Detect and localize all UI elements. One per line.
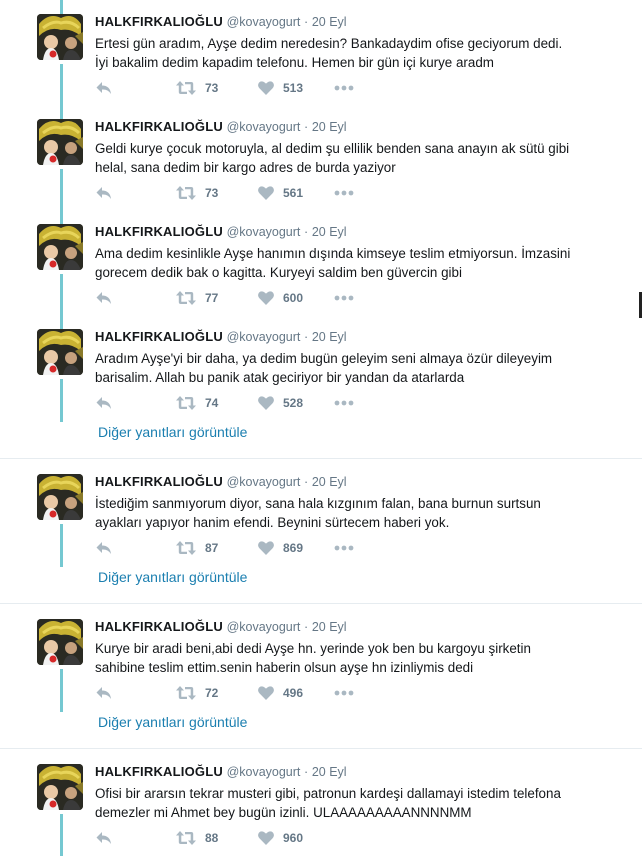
heart-icon: [257, 684, 275, 702]
more-dots-icon: [333, 684, 355, 702]
reply-icon: [95, 684, 113, 702]
timestamp[interactable]: 20 Eyl: [311, 120, 347, 134]
reply-button[interactable]: [95, 684, 113, 702]
reply-icon: [95, 829, 113, 847]
retweet-count: 74: [205, 396, 219, 410]
tweet-actions: [95, 79, 395, 97]
more-dots-icon: [333, 289, 355, 307]
tweet-text: [95, 349, 615, 387]
tweet-text-line: ayakları yapıyor hanim efendi. Beynini sürtecem haberi yok.: [95, 515, 450, 530]
retweet-count: 77: [205, 291, 219, 305]
heart-icon: [257, 829, 275, 847]
show-more-replies-link[interactable]: Diğer yanıtları görüntüle: [98, 424, 248, 440]
timestamp[interactable]: 20 Eyl: [311, 330, 347, 344]
reply-button[interactable]: [95, 539, 113, 557]
timestamp[interactable]: 20 Eyl: [311, 475, 347, 489]
tweet-header: [95, 764, 347, 780]
tweet-text-line: barisalim. Allah bu panik atak geciriyor bir yandan da atarlarda: [95, 370, 465, 385]
section-divider: [0, 458, 642, 459]
avatar[interactable]: [37, 14, 83, 60]
tweet-text-line: Geldi kurye çocuk motoruyla, al dedim şu ellilik benden sana anayın ak sütü gibi: [95, 141, 570, 156]
tweet-actions: [95, 289, 395, 307]
like-count: 869: [283, 541, 304, 555]
reply-button[interactable]: [95, 184, 113, 202]
avatar[interactable]: [37, 764, 83, 810]
timestamp[interactable]: 20 Eyl: [311, 620, 347, 634]
retweet-count: 72: [205, 686, 219, 700]
tweet-text-line: Ama dedim kesinlikle Ayşe hanımın dışında kimseye teslim etmiyorsun. İmzasini: [95, 246, 571, 261]
like-button[interactable]: [257, 79, 303, 97]
separator-dot: ·: [304, 475, 309, 489]
tweet-text-line: Kurye bir aradi beni,abi dedi Ayşe hn. yerinde yok ben bu kargoyu şirketin: [95, 641, 531, 656]
separator-dot: ·: [304, 330, 309, 344]
author-name[interactable]: HALKFIRKALIOĞLU: [95, 764, 223, 779]
reply-icon: [95, 184, 113, 202]
like-button[interactable]: [257, 184, 303, 202]
retweet-count: 73: [205, 186, 219, 200]
reply-icon: [95, 289, 113, 307]
reply-icon: [95, 79, 113, 97]
reply-icon: [95, 394, 113, 412]
tweet-text: [95, 244, 615, 282]
tweet-text: [95, 639, 615, 677]
tweet-text-line: Aradım Ayşe'yi bir daha, ya dedim bugün geleyim seni almaya özür dileyeyim: [95, 351, 553, 366]
more-dots-icon: [333, 184, 355, 202]
tweet-actions: [95, 684, 395, 702]
author-name[interactable]: HALKFIRKALIOĞLU: [95, 474, 223, 489]
timestamp[interactable]: 20 Eyl: [311, 15, 347, 29]
more-button[interactable]: [333, 289, 355, 307]
retweet-button[interactable]: [175, 289, 218, 307]
heart-icon: [257, 289, 275, 307]
author-name[interactable]: HALKFIRKALIOĞLU: [95, 119, 223, 134]
retweet-button[interactable]: [175, 539, 218, 557]
tweet-text-line: gorecem dedik bak o kagitta. Kuryeyi saldim ben güvercin gibi: [95, 265, 462, 280]
retweet-button[interactable]: [175, 684, 218, 702]
tweet-text-line: Ofisi bir ararsın tekrar musteri gibi, patronun kardeşi dallamayi istedim telefona: [95, 786, 561, 801]
retweet-count: 88: [205, 831, 219, 845]
section-divider: [0, 603, 642, 604]
separator-dot: ·: [304, 225, 309, 239]
thread-line: [60, 169, 63, 224]
section-divider: [0, 748, 642, 749]
thread-line: [60, 524, 63, 567]
reply-button[interactable]: [95, 289, 113, 307]
retweet-button[interactable]: [175, 829, 218, 847]
avatar[interactable]: [37, 119, 83, 165]
retweet-icon: [175, 539, 197, 557]
author-name[interactable]: HALKFIRKALIOĞLU: [95, 14, 223, 29]
like-button[interactable]: [257, 394, 303, 412]
heart-icon: [257, 394, 275, 412]
author-name[interactable]: HALKFIRKALIOĞLU: [95, 329, 223, 344]
more-dots-icon: [333, 539, 355, 557]
like-count: 513: [283, 81, 304, 95]
tweet-text: [95, 784, 615, 822]
tweet-text: [95, 494, 615, 532]
retweet-button[interactable]: [175, 184, 218, 202]
avatar[interactable]: [37, 619, 83, 665]
more-button[interactable]: [333, 539, 355, 557]
heart-icon: [257, 79, 275, 97]
tweet-header: [95, 224, 347, 240]
avatar[interactable]: [37, 224, 83, 270]
tweet-header: [95, 474, 347, 490]
tweet-text-line: sahibine teslim ettim.senin haberin olsun ayşe hn izinliymis dedi: [95, 660, 474, 675]
retweet-count: 87: [205, 541, 219, 555]
like-count: 561: [283, 186, 304, 200]
tweet-actions: [95, 539, 395, 557]
tweet-text-line: helal, sana dedim bir kargo adres de burda yaziyor: [95, 160, 396, 175]
thread-line: [60, 669, 63, 712]
author-handle[interactable]: @kovayogurt: [226, 15, 301, 29]
thread-line: [60, 0, 63, 14]
like-button[interactable]: [257, 289, 303, 307]
thread-line: [60, 814, 63, 856]
like-count: 600: [283, 291, 304, 305]
author-handle[interactable]: @kovayogurt: [226, 620, 301, 634]
like-button[interactable]: [257, 829, 303, 847]
reply-button[interactable]: [95, 394, 113, 412]
like-button[interactable]: [257, 684, 303, 702]
avatar[interactable]: [37, 329, 83, 375]
like-button[interactable]: [257, 539, 303, 557]
tweet-actions: [95, 394, 395, 412]
author-handle[interactable]: @kovayogurt: [226, 765, 301, 779]
retweet-icon: [175, 394, 197, 412]
more-button[interactable]: [333, 184, 355, 202]
tweet-text-line: Ertesi gün aradım, Ayşe dedim neredesin? Bankadaydim ofise geciyorum dedi.: [95, 36, 563, 51]
show-more-replies-link[interactable]: Diğer yanıtları görüntüle: [98, 714, 248, 730]
retweet-count: 73: [205, 81, 219, 95]
retweet-icon: [175, 184, 197, 202]
more-button[interactable]: [333, 79, 355, 97]
like-count: 960: [283, 831, 304, 845]
retweet-icon: [175, 289, 197, 307]
tweet-text: [95, 34, 615, 72]
more-button[interactable]: [333, 684, 355, 702]
reply-icon: [95, 539, 113, 557]
author-handle[interactable]: @kovayogurt: [226, 330, 301, 344]
like-count: 528: [283, 396, 304, 410]
more-dots-icon: [333, 79, 355, 97]
show-more-replies-link[interactable]: Diğer yanıtları görüntüle: [98, 569, 248, 585]
thread-line: [60, 379, 63, 422]
retweet-icon: [175, 829, 197, 847]
author-name[interactable]: HALKFIRKALIOĞLU: [95, 224, 223, 239]
heart-icon: [257, 184, 275, 202]
retweet-button[interactable]: [175, 394, 218, 412]
more-button[interactable]: [333, 394, 355, 412]
thread-line: [60, 274, 63, 329]
tweet-header: [95, 14, 347, 30]
reply-button[interactable]: [95, 79, 113, 97]
author-handle[interactable]: @kovayogurt: [226, 225, 301, 239]
tweet-text-line: demezler mi Ahmet bey bugün izinli. ULAAAAAAAAANNNNMM: [95, 805, 472, 820]
tweet-text-line: İstediğim sanmıyorum diyor, sana hala kızgınım falan, bana burnun surtsun: [95, 496, 541, 511]
author-handle[interactable]: @kovayogurt: [226, 475, 301, 489]
heart-icon: [257, 539, 275, 557]
retweet-icon: [175, 684, 197, 702]
like-count: 496: [283, 686, 304, 700]
tweet-actions: [95, 184, 395, 202]
retweet-icon: [175, 79, 197, 97]
tweet-text: [95, 139, 615, 177]
separator-dot: ·: [304, 620, 309, 634]
separator-dot: ·: [304, 15, 309, 29]
tweet-header: [95, 619, 347, 635]
more-dots-icon: [333, 394, 355, 412]
tweet-header: [95, 329, 347, 345]
separator-dot: ·: [304, 765, 309, 779]
author-handle[interactable]: @kovayogurt: [226, 120, 301, 134]
author-name[interactable]: HALKFIRKALIOĞLU: [95, 619, 223, 634]
reply-button[interactable]: [95, 829, 113, 847]
timestamp[interactable]: 20 Eyl: [311, 765, 347, 779]
tweet-actions: [95, 829, 395, 847]
tweet-header: [95, 119, 347, 135]
thread-line: [60, 64, 63, 119]
retweet-button[interactable]: [175, 79, 218, 97]
tweet-text-line: İyi bakalim dedim kapadim telefonu. Hemen bir gün içi kurye aradm: [95, 55, 494, 70]
avatar[interactable]: [37, 474, 83, 520]
timestamp[interactable]: 20 Eyl: [311, 225, 347, 239]
separator-dot: ·: [304, 120, 309, 134]
